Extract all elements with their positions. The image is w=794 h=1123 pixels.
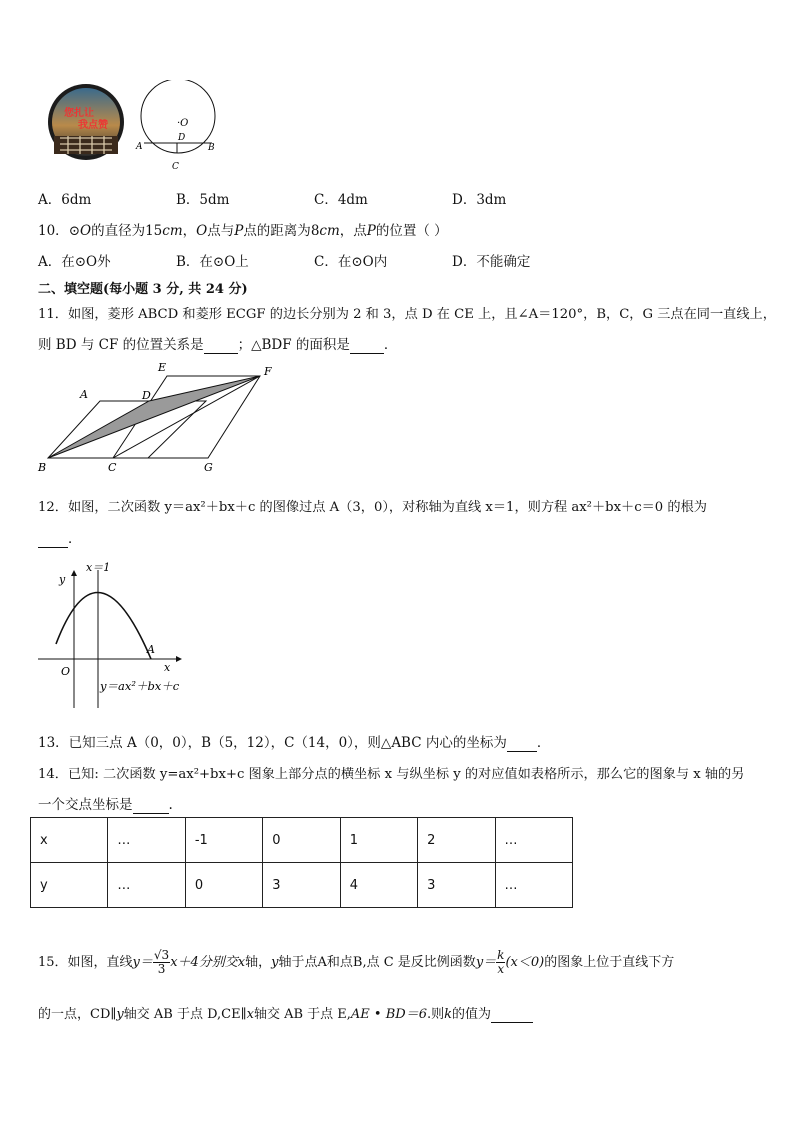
point-A-label: A	[147, 643, 155, 656]
fraction-k-over-x: $\frac{k}{x}$	[497, 948, 505, 976]
q12-line1: 12．如图，二次函数 y＝ax²＋bx＋c 的图像过点 A（3，0），对称轴为直线 x＝1，则方程 ax²＋bx＋c＝0 的根为	[38, 500, 707, 515]
table-cell: 3	[418, 863, 495, 908]
q15-line1: 15．如图，直线y＝ $\frac{√3}{3}$ x＋4分别交x轴，y轴于点A和点B,点 C 是反比例函数y＝ $\frac{k}{x}$ (x＜0)的图象上位于直线下方	[38, 948, 675, 976]
axis-line-label: x＝1	[86, 561, 111, 574]
q9-option-a: A．6dm	[38, 192, 92, 208]
table-cell: …	[495, 818, 572, 863]
table-cell: …	[108, 863, 185, 908]
label-F: F	[264, 365, 272, 378]
badge-text-1: 您扎让	[64, 108, 94, 119]
q10-stem: 10．⊙O的直径为15cm，O点与P点的距离为8cm，点P的位置（ ）	[38, 223, 448, 239]
label-A: A	[80, 388, 88, 401]
table-cell: 0	[185, 863, 262, 908]
label-E: E	[158, 361, 167, 374]
q15-line2: 的一点，CD∥y轴交 AB 于点 D,CE∥x轴交 AB 于点 E,AE • BD＝6.则k的值为	[38, 1003, 533, 1023]
label-C: C	[108, 461, 117, 474]
label-B: B	[208, 143, 215, 153]
table-cell: 2	[418, 818, 495, 863]
function-label: y＝ax²＋bx＋c	[100, 679, 180, 693]
table-cell: 1	[340, 818, 417, 863]
q10-option-d: D．不能确定	[452, 254, 531, 270]
q10-option-a: A．在⊙O外	[38, 254, 111, 270]
q9-option-b: B．5dm	[176, 192, 230, 208]
q14-line1: 14．已知: 二次函数 y=ax²+bx+c 图象上部分点的横坐标 x 与纵坐标 y 的对应值如表格所示，那么它的图象与 x 轴的另	[38, 767, 745, 782]
table-cell: 4	[340, 863, 417, 908]
fraction-sqrt3-over-3: $\frac{√3}{3}$	[153, 948, 170, 976]
q12-figure	[34, 558, 214, 718]
label-D: D	[142, 389, 151, 402]
table-row	[31, 863, 573, 908]
badge-text-2: 我点赞	[78, 120, 108, 131]
table-row	[31, 818, 573, 863]
q13-text: 13．已知三点 A（0，0），B（5，12），C（14，0），则△ABC 内心的坐标为 ．	[38, 735, 551, 751]
table-cell: …	[108, 818, 185, 863]
q10-option-c: C．在⊙O内	[314, 254, 388, 270]
origin-label: O	[61, 665, 71, 678]
label-D: D	[178, 133, 186, 143]
table-cell: -1	[185, 818, 262, 863]
q10-option-b: B．在⊙O上	[176, 254, 249, 270]
q14-line2: 一个交点坐标是 .	[38, 797, 173, 813]
label-C: C	[172, 162, 179, 172]
label-O: ·O	[177, 118, 189, 129]
table-cell: 3	[263, 863, 340, 908]
circle-diagram	[135, 80, 215, 172]
table-cell: …	[495, 863, 572, 908]
table-cell: x	[31, 818, 108, 863]
x-axis-label: x	[164, 661, 171, 674]
section-heading: 二、填空题(每小题 3 分, 共 24 分)	[38, 282, 248, 297]
label-B: B	[38, 461, 47, 474]
q9-figure	[40, 80, 230, 175]
label-A: A	[136, 142, 143, 152]
label-G: G	[204, 461, 213, 474]
q14-value-table	[30, 817, 573, 908]
table-cell: y	[31, 863, 108, 908]
q11-line1: 11．如图，菱形 ABCD 和菱形 ECGF 的边长分别为 2 和 3，点 D 在 CE 上，且∠A＝120°，B，C，G 三点在同一直线上，	[38, 307, 776, 322]
q12-line2: ．	[38, 527, 82, 548]
q11-line2: 则 BD 与 CF 的位置关系是 ；△BDF 的面积是 ．	[38, 337, 398, 353]
table-cell: 0	[263, 818, 340, 863]
q9-option-d: D．3dm	[452, 192, 507, 208]
q9-option-c: C．4dm	[314, 192, 368, 208]
y-axis-label: y	[59, 573, 66, 586]
q11-figure	[32, 358, 282, 476]
badge-image	[48, 84, 124, 160]
